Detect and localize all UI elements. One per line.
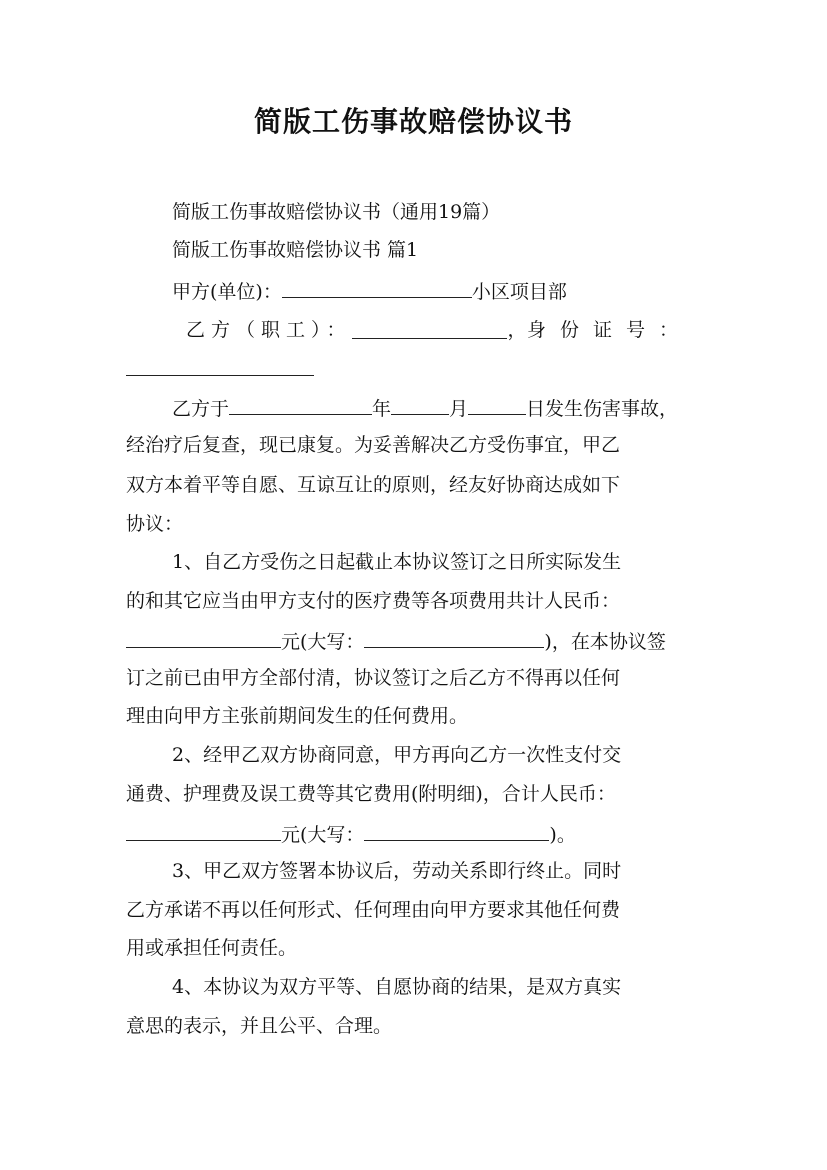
item1-capital-blank [364,630,544,648]
item2-capital-blank [364,823,549,841]
item3-line2: 乙方承诺不再以任何形式、任何理由向甲方要求其他任何费 [126,899,621,921]
item1-line1: 1、自乙方受伤之日起截止本协议签订之日所实际发生 [172,551,622,573]
para1-text-b: 年 [372,398,392,420]
item1-line5: 理由向甲方主张前期间发生的任何费用。 [126,705,469,727]
item3-line1: 3、甲乙双方签署本协议后，劳动关系即行终止。同时 [172,860,622,882]
item2-line3 [126,823,706,845]
document-title: 简版工伤事故赔偿协议书 [253,105,573,138]
party-b-line [186,321,692,340]
item2-amount-blank [126,823,281,841]
item3-line3: 用或承担任何责任。 [126,937,298,959]
item1-line4: 订之前已由甲方全部付清，协议签订之后乙方不得再以任何 [126,667,621,689]
item2-text-a: 元(大写： [281,824,365,846]
para1-text-d: 日发生伤害事故， [526,398,679,420]
para1-line2: 经治疗后复查，现已康复。为妥善解决乙方受伤事宜，甲乙 [126,434,621,456]
item4-line2: 意思的表示，并且公平、合理。 [126,1015,393,1037]
party-a-suffix: 小区项目部 [471,281,567,303]
party-b-name-blank [352,321,507,339]
item2-line2: 通费、护理费及误工费等其它费用(附明细)，合计人民币： [126,783,616,805]
day-blank [468,397,526,415]
item2-text-b: )。 [549,824,576,846]
party-b-label: 乙方（职工）： [186,319,352,341]
party-b-sep: ， [507,319,527,341]
para1-line3: 双方本着平等自愿、互谅互让的原则，经友好协商达成如下 [126,474,621,496]
item2-line1: 2、经甲乙双方协商同意，甲方再向乙方一次性支付交 [172,744,622,766]
item4-line1: 4、本协议为双方平等、自愿协商的结果，是双方真实 [172,976,622,998]
item1-line3 [126,630,706,652]
party-a-label: 甲方(单位)： [172,281,282,303]
item1-amount-blank [126,630,281,648]
party-b-id-blank [126,358,314,376]
item1-text-b: )，在本协议签 [544,631,666,653]
party-a-line [172,280,752,302]
para1-line4: 协议： [126,513,184,535]
item1-line2: 的和其它应当由甲方支付的医疗费等各项费用共计人民币： [126,590,621,612]
party-b-id-line [126,358,706,380]
para1-text-c: 月 [449,398,469,420]
party-a-blank [282,280,472,298]
party-b-id-label: 身份证号： [526,319,692,341]
section-heading: 简版工伤事故赔偿协议书 篇1 [172,239,419,261]
item1-text-a: 元(大写： [281,631,365,653]
year-blank [229,397,372,415]
para1-text-a: 乙方于 [172,398,230,420]
para1-line1 [172,397,752,419]
document-subtitle: 简版工伤事故赔偿协议书（通用19篇） [172,201,501,223]
month-blank [391,397,449,415]
